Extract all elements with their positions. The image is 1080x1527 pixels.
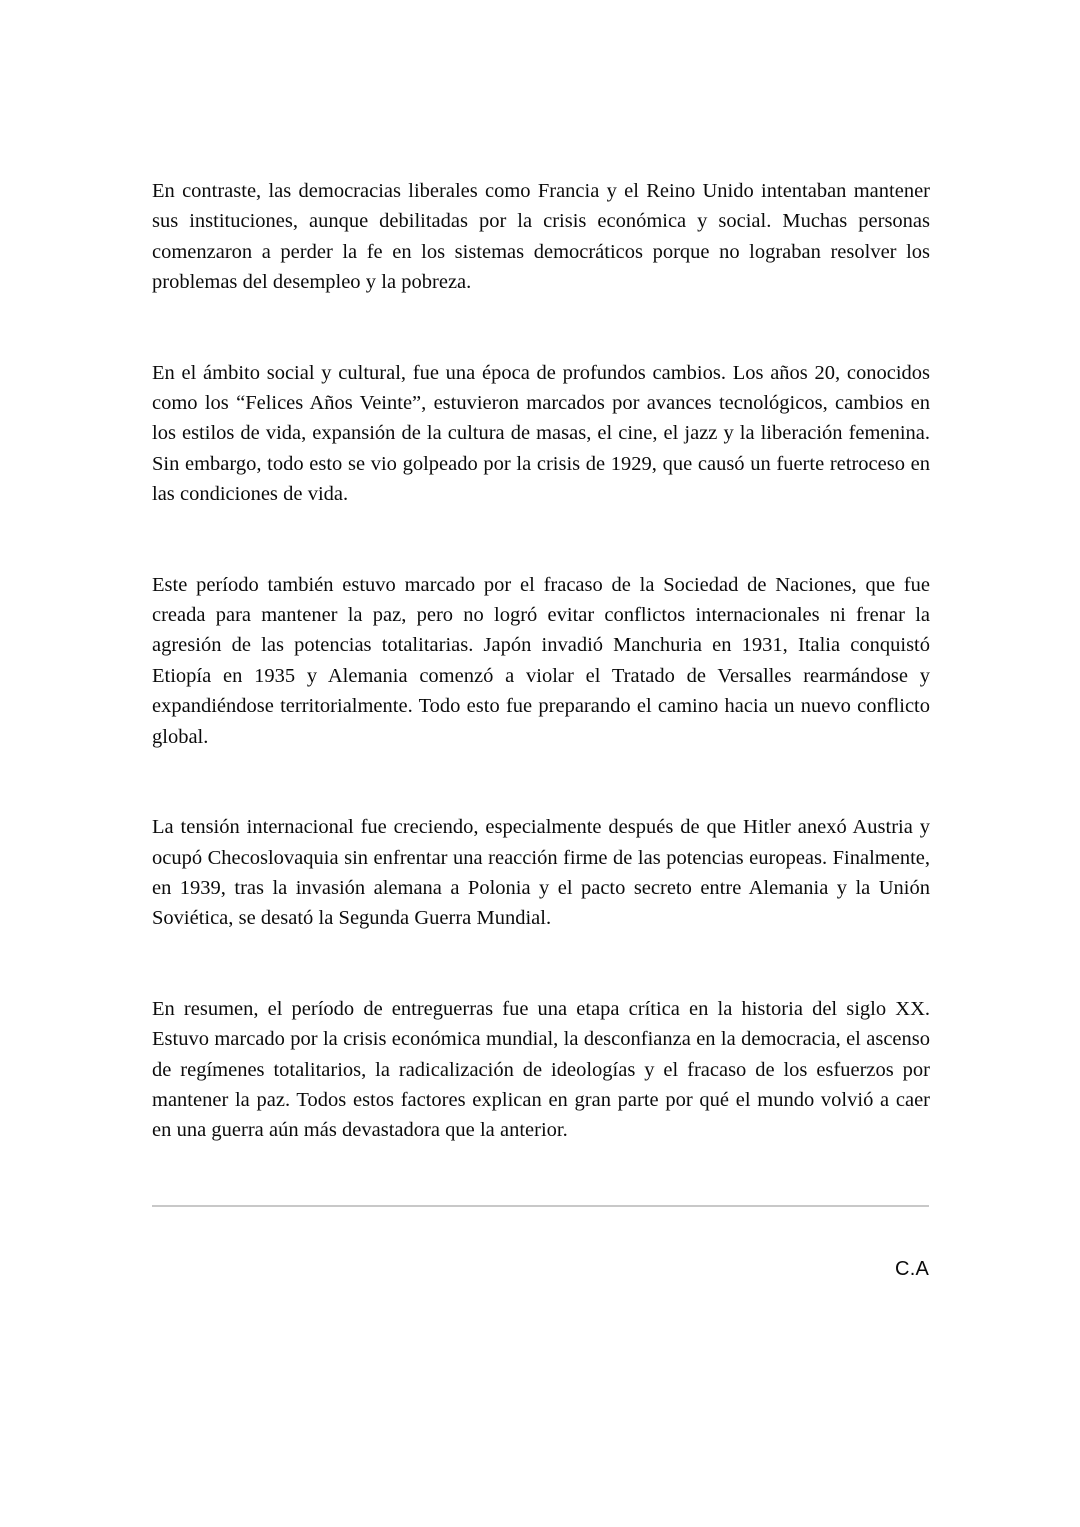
- paragraph-democracias-liberales: En contraste, las democracias liberales como Francia y el Reino Unido intentaban mantener sus instituciones, aunque debilitadas por la crisis económica y social. Muchas personas comenzaron a perder la fe en los sistemas democráticos porque no lograban resolver los problemas del desempleo y la pobreza.: [152, 180, 930, 294]
- paragraph-resumen: En resumen, el período de entreguerras fue una etapa crítica en la historia del siglo XX. Estuvo marcado por la crisis económica mundial, la desconfianza en la democracia, el ascenso de regímenes totalitarios, la radicalización de ideologías y el fracaso de los esfuerzos por mantener la paz. Todos estos factores explican en gran parte por qué el mundo volvió a caer en una guerra aún más devastadora que la anterior.: [152, 997, 930, 1142]
- paragraph-ambito-social-cultural: En el ámbito social y cultural, fue una época de profundos cambios. Los años 20, conocidos como los “Felices Años Veinte”, estuvieron marcados por avances tecnológicos, cambios en los estilos de vida, expansión de la cultura de masas, el cine, el jazz y la liberación femenina. Sin embargo, todo esto se vio golpeado por la crisis de 1929, que causó un fuerte retroceso en las condiciones de vida.: [152, 361, 930, 506]
- footer-divider: [152, 1205, 929, 1207]
- paragraph-tension-internacional: La tensión internacional fue creciendo, especialmente después de que Hitler anexó Austria y ocupó Checoslovaquia sin enfrentar una reacción firme de las potencias europeas. Finalmente, en 1939, tras la invasión alemana a Polonia y el pacto secreto entre Alemania y la Unión Soviética, se desató la Segunda Guerra Mundial.: [152, 816, 930, 930]
- document-body: [152, 176, 930, 1146]
- paragraph-sociedad-de-naciones: Este período también estuvo marcado por el fracaso de la Sociedad de Naciones, que fue creada para mantener la paz, pero no logró evitar conflictos internacionales ni frenar la agresión de las potencias totalitarias. Japón invadió Manchuria en 1931, Italia conquistó Etiopía en 1935 y Alemania comenzó a violar el Tratado de Versalles rearmándose y expandiéndose territorialmente. Todo esto fue preparando el camino hacia un nuevo conflicto global.: [152, 573, 930, 748]
- footer-signature: C.A: [895, 1258, 929, 1280]
